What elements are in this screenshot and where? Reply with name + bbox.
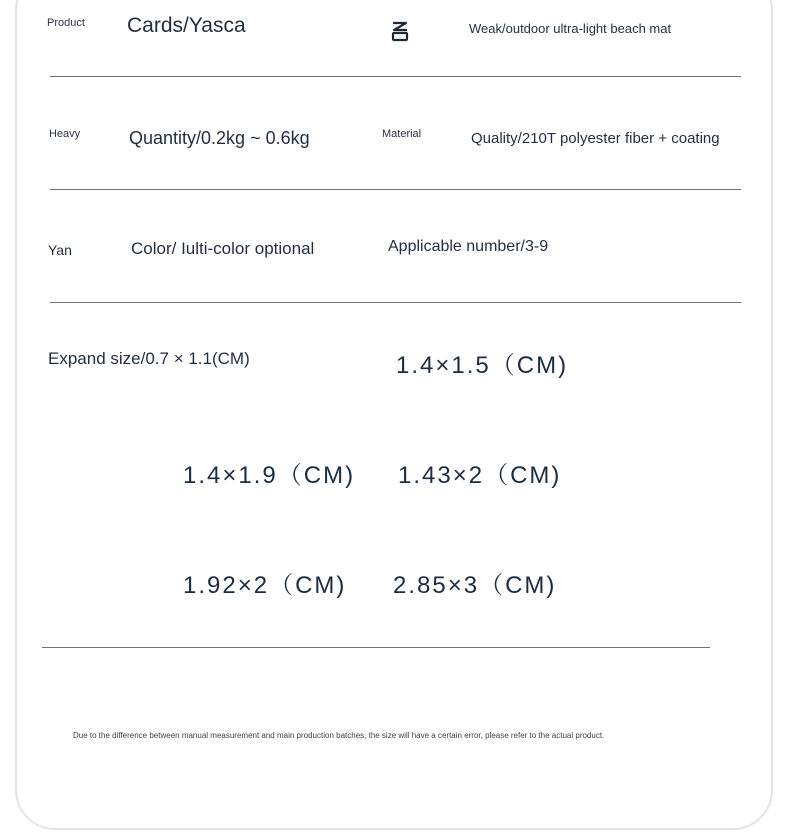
size-item: 1.92×2（CM) (183, 572, 347, 599)
product-name: Weak/outdoor ultra-light beach mat (469, 21, 672, 36)
size-item: 1.4×1.5（CM) (396, 352, 569, 379)
weight-label: Heavy (49, 128, 81, 140)
material-label: Material (382, 128, 422, 140)
disclaimer-note: Due to the difference between manual measurement and main production batches, the size will have a certain error, please refer to the actual product. (73, 731, 605, 740)
product-brand: Cards/Yasca (127, 14, 246, 37)
content-card (15, 0, 773, 830)
expand-size-label: Expand size/0.7 × 1.1(CM) (48, 349, 250, 368)
weight-value: Quantity/0.2kg ~ 0.6kg (129, 128, 310, 148)
divider (50, 189, 741, 190)
color-value: Color/ Iulti-color optional (131, 239, 315, 258)
color-label: Yan (48, 242, 72, 258)
material-value: Quality/210T polyester fiber + coating (471, 130, 720, 147)
size-item: 1.4×1.9（CM) (183, 462, 356, 489)
size-item: 1.43×2（CM) (398, 462, 562, 489)
mat-icon (390, 19, 410, 43)
size-item: 2.85×3（CM) (393, 572, 557, 599)
product-label: Product (47, 17, 85, 29)
divider (42, 647, 710, 648)
divider (50, 76, 741, 77)
divider (50, 302, 741, 303)
applicable-number: Applicable number/3-9 (388, 238, 549, 255)
